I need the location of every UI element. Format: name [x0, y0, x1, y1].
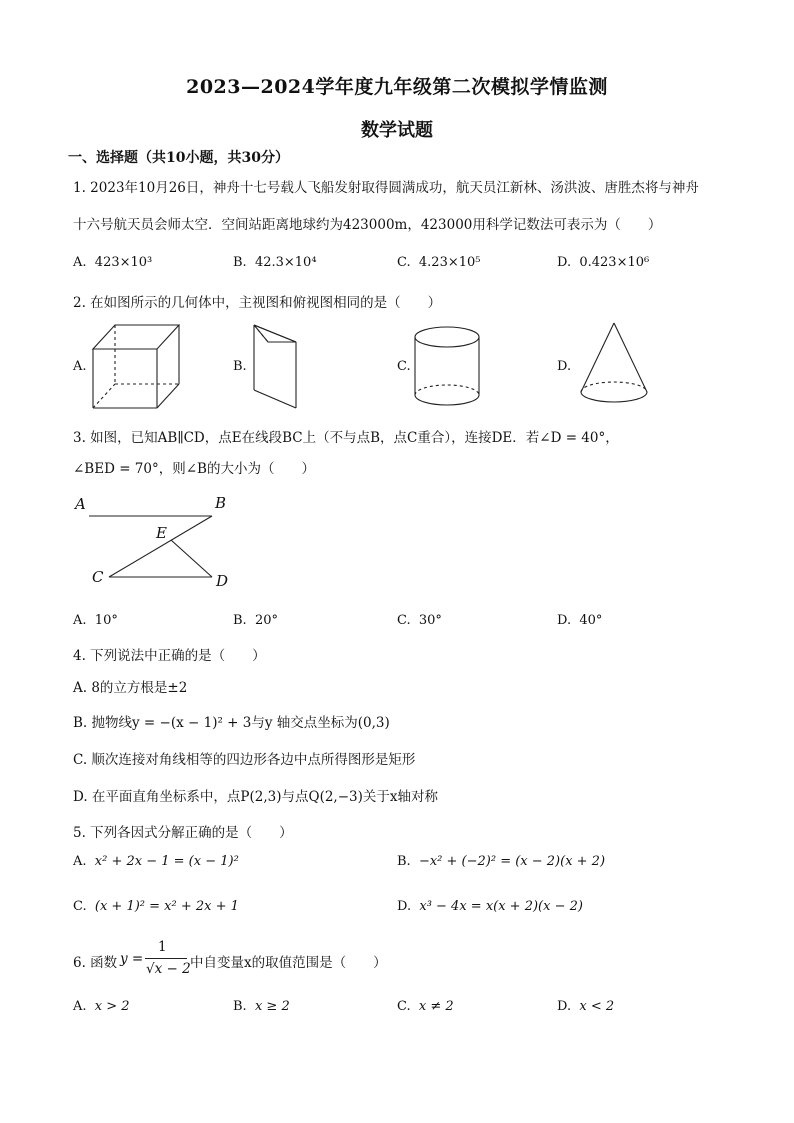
q1-line1: 1. 2023年10月26日，神舟十七号载人飞船发射取得圆满成功，航天员江新林、汤洪波、唐胜杰将与神舟 — [73, 180, 699, 196]
q6-option-d: D. x < 2 — [557, 999, 615, 1014]
cube-figure — [93, 325, 179, 408]
q5-option-d: D. x³ − 4x = x(x + 2)(x − 2) — [397, 899, 583, 914]
point-label-e: E — [156, 524, 167, 542]
q4-option-d: D. 在平面直角坐标系中，点P(2,3)与点Q(2,−3)关于x轴对称 — [73, 789, 439, 805]
q3-option-a: A. 10° — [73, 613, 118, 628]
q3-option-c: C. 30° — [397, 613, 442, 628]
cone-figure — [581, 323, 647, 402]
q2-label-d: D. — [557, 359, 572, 374]
q4-option-c: C. 顺次连接对角线相等的四边形各边中点所得图形是矩形 — [73, 752, 416, 768]
q3-option-b: B. 20° — [233, 613, 278, 628]
q1-option-c: C. 4.23×10⁵ — [397, 255, 481, 270]
q6-option-b: B. x ≥ 2 — [233, 999, 290, 1014]
q6-option-a: A. x > 2 — [73, 999, 130, 1014]
q4-stem: 4. 下列说法中正确的是（ ） — [73, 648, 266, 664]
cylinder-figure — [415, 327, 479, 405]
q6-suffix: 中自变量x的取值范围是（ ） — [190, 955, 387, 971]
q1-option-a: A. 423×10³ — [73, 255, 153, 270]
q5-option-a: A. x² + 2x − 1 = (x − 1)² — [73, 854, 239, 869]
q5-stem: 5. 下列各因式分解正确的是（ ） — [73, 825, 293, 841]
q3-option-d: D. 40° — [557, 613, 603, 628]
point-label-c: C — [92, 568, 104, 586]
q6-prefix: 6. 函数 — [73, 955, 118, 971]
page-subtitle: 数学试题 — [361, 120, 433, 141]
q4-option-b: B. 抛物线y = −(x − 1)² + 3与y 轴交点坐标为(0,3) — [73, 715, 390, 731]
q6-denominator: √x − 2 — [146, 961, 191, 977]
q3-line1: 3. 如图，已知AB∥CD，点E在线段BC上（不与点B，点C重合），连接DE．若∠D = 40°， — [73, 430, 619, 446]
q6-option-c: C. x ≠ 2 — [397, 999, 454, 1014]
point-label-d: D — [216, 572, 229, 590]
q3-line2: ∠BED = 70°，则∠B的大小为（ ） — [73, 461, 315, 477]
q6-func-y: y = — [120, 951, 144, 967]
page-title: 2023—2024学年度九年级第二次模拟学情监测 — [186, 76, 608, 98]
q1-option-b: B. 42.3×10⁴ — [233, 255, 317, 270]
q2-label-b: B. — [233, 359, 247, 374]
q4-option-a: A. 8的立方根是±2 — [73, 680, 188, 696]
q3-geometry-figure — [89, 516, 212, 577]
q2-label-c: C. — [397, 359, 411, 374]
prism-figure — [254, 325, 296, 408]
point-label-a: A — [75, 495, 86, 513]
q5-option-b: B. −x² + (−2)² = (x − 2)(x + 2) — [397, 854, 606, 869]
q1-option-d: D. 0.423×10⁶ — [557, 255, 650, 270]
q2-label-a: A. — [73, 359, 87, 374]
q5-option-c: C. (x + 1)² = x² + 2x + 1 — [73, 899, 239, 914]
section-heading: 一、选择题（共10小题，共30分） — [68, 150, 289, 166]
q6-fraction-bar — [145, 958, 187, 959]
q2-stem: 2. 在如图所示的几何体中，主视图和俯视图相同的是（ ） — [73, 295, 442, 311]
q6-numerator: 1 — [158, 939, 167, 955]
q1-line2: 十六号航天员会师太空．空间站距离地球约为423000m，423000用科学记数法可表示为（ ） — [73, 217, 662, 233]
point-label-b: B — [215, 494, 227, 512]
